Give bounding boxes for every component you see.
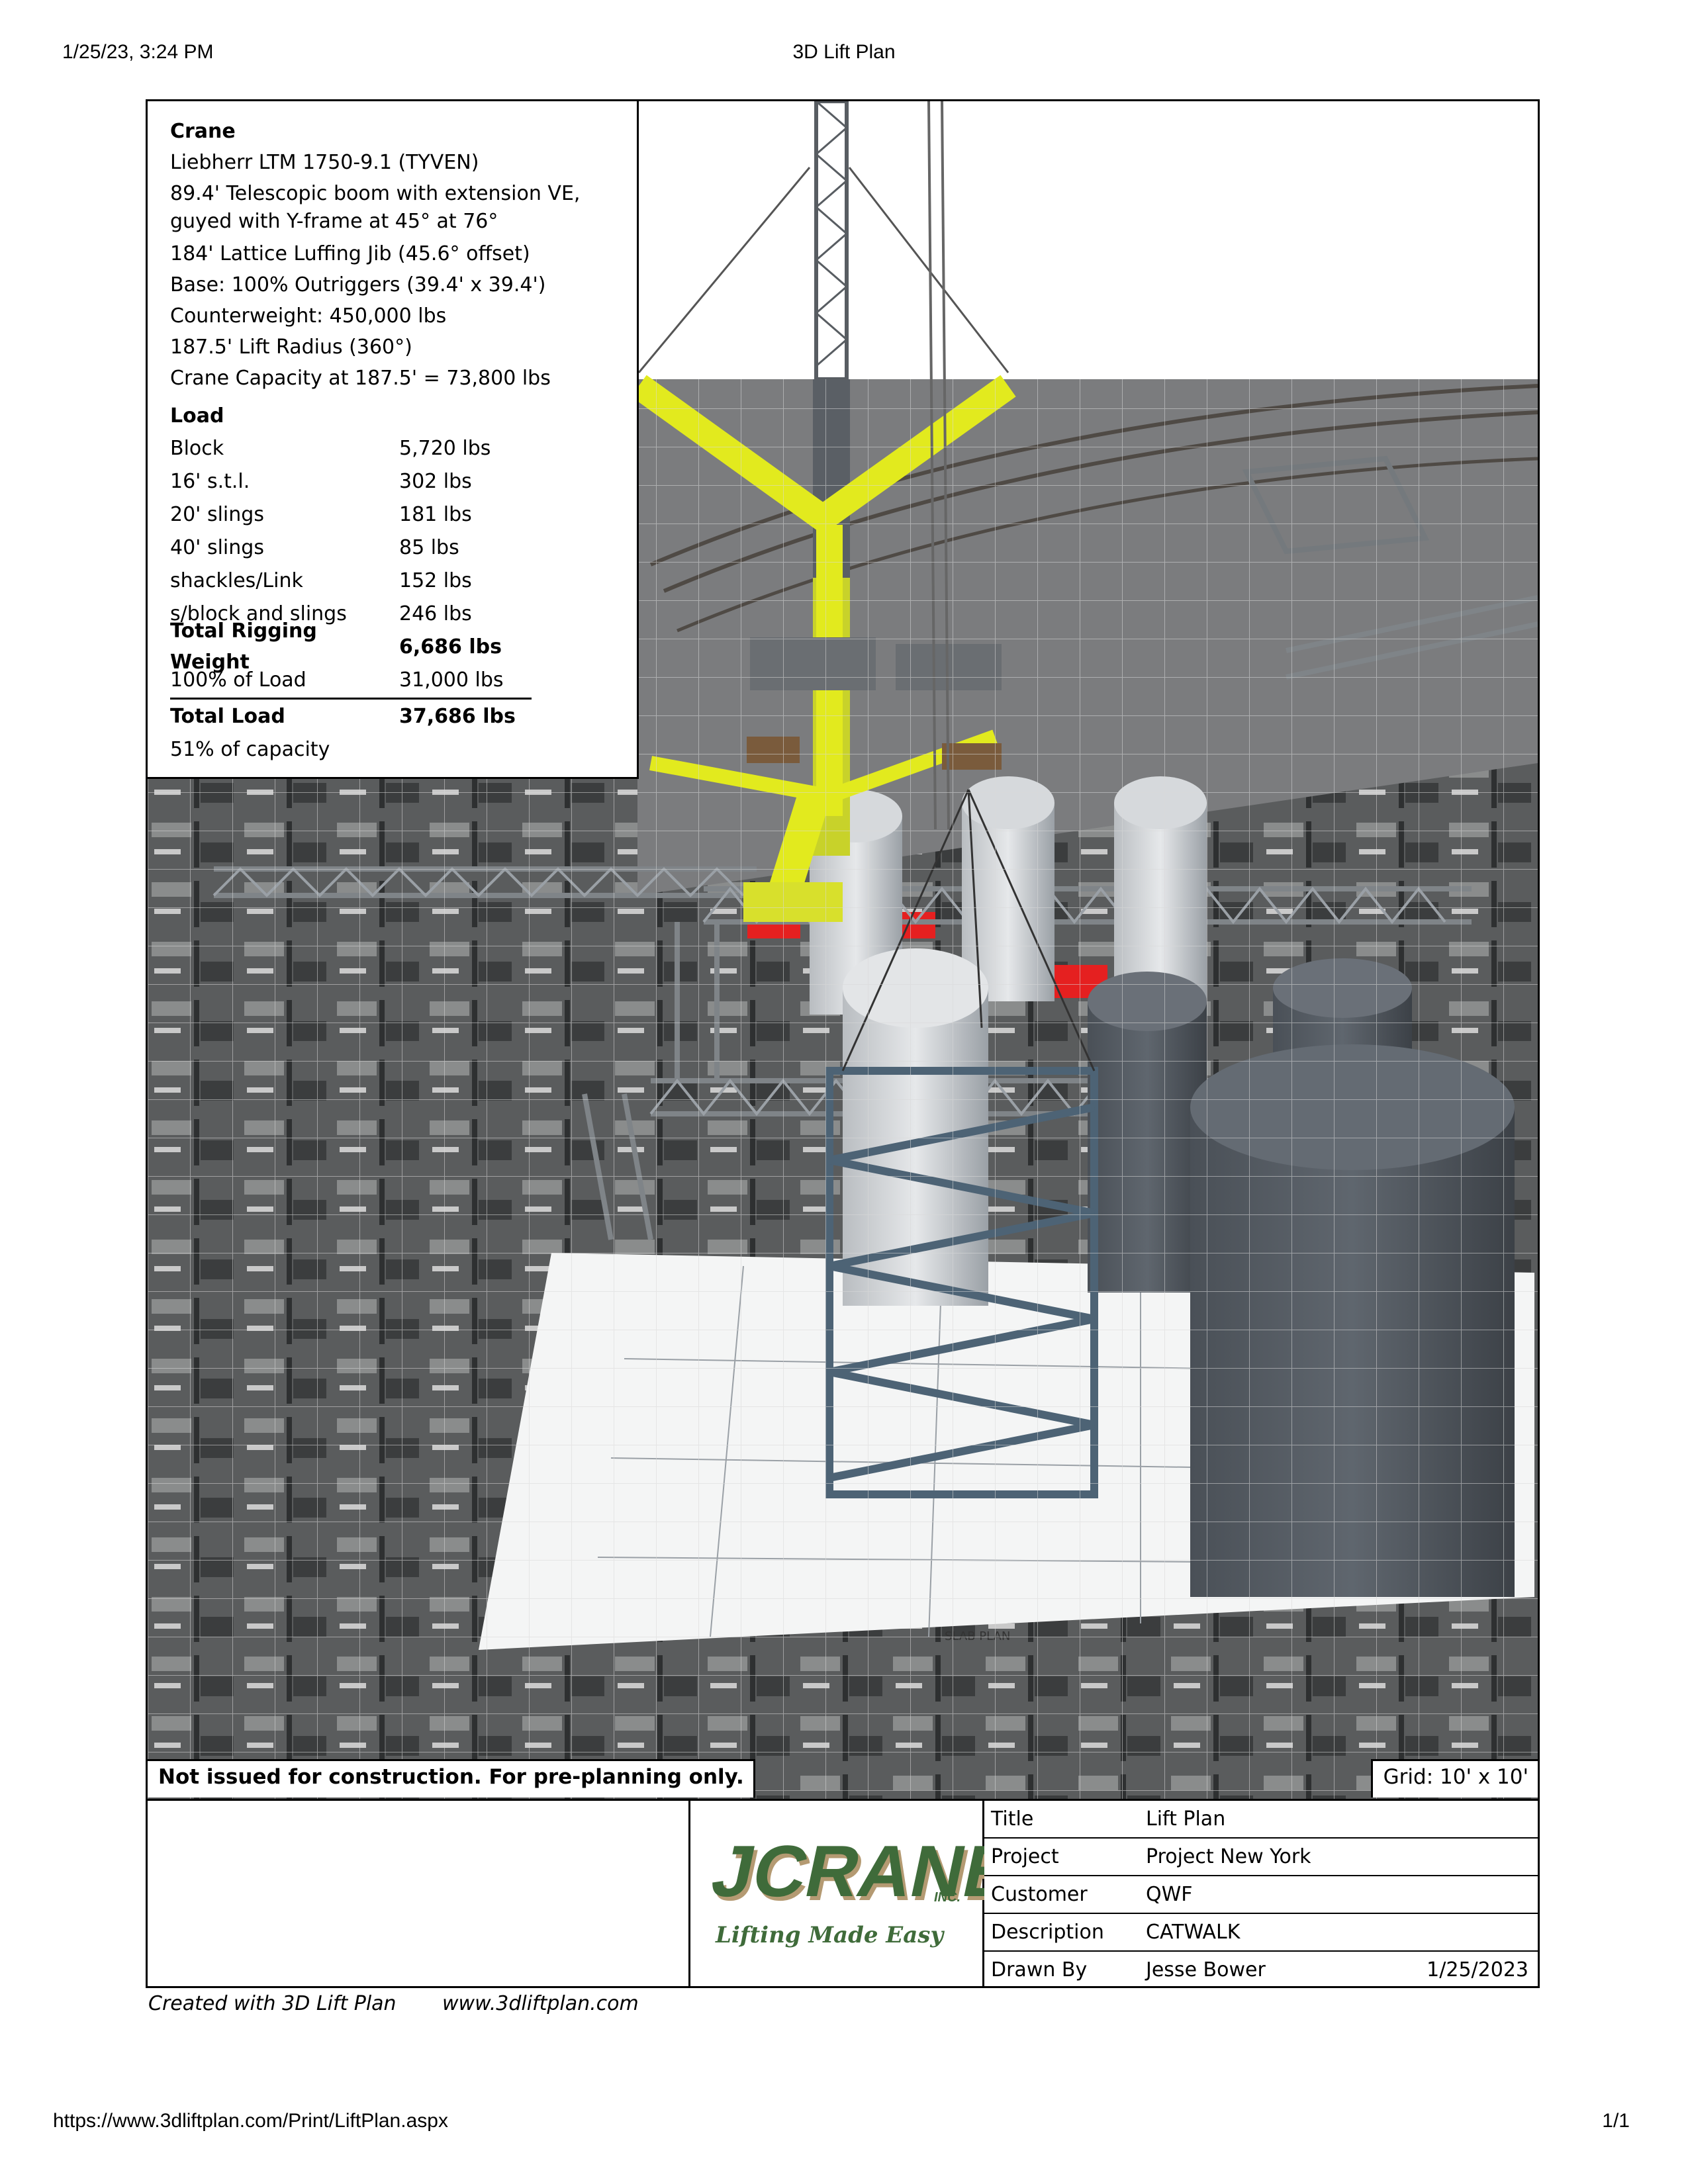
load-item-name: 40' slings	[170, 535, 264, 559]
title-block-notes-area	[148, 1801, 690, 1988]
crane-load-info-panel	[148, 101, 639, 779]
drawn-by-value: Jesse Bower	[1146, 1958, 1266, 1981]
customer-label: Customer	[991, 1883, 1088, 1906]
load-item-value: 152 lbs	[399, 569, 472, 592]
total-load-value: 37,686 lbs	[399, 704, 516, 728]
drawn-date: 1/25/2023	[1427, 1958, 1528, 1981]
logo-wordmark-shadow: JCRANE	[708, 1834, 984, 1916]
logo-wordmark: JCRANE	[705, 1830, 984, 1912]
percent-load-value: 31,000 lbs	[399, 668, 504, 692]
load-item-row	[170, 531, 637, 564]
load-item-value: 181 lbs	[399, 502, 472, 526]
crane-heading: Crane	[170, 120, 236, 143]
drawn-by-field-row	[984, 1952, 1538, 1989]
jcrane-logo-graphic	[690, 1801, 984, 1988]
grid-scale-label: Grid: 10' x 10'	[1371, 1759, 1538, 1797]
percent-load-label: 100% of Load	[170, 668, 306, 692]
credit-url[interactable]: www.3dliftplan.com	[442, 1992, 639, 2015]
title-block	[148, 1799, 1538, 1986]
total-load-label: Total Load	[170, 704, 285, 728]
crane-jib: 184' Lattice Luffing Jib (45.6° offset)	[170, 242, 530, 265]
project-value: Project New York	[1146, 1845, 1311, 1868]
load-item-name: shackles/Link	[170, 569, 303, 592]
crane-counterweight: Counterweight: 450,000 lbs	[170, 304, 447, 328]
description-label: Description	[991, 1921, 1104, 1944]
crane-boom-line-2: guyed with Y-frame at 45° at 76°	[170, 210, 498, 233]
title-value: Lift Plan	[1146, 1807, 1226, 1831]
load-item-name: 16' s.t.l.	[170, 469, 250, 493]
construction-disclaimer: Not issued for construction. For pre-planning only.	[148, 1759, 755, 1797]
load-item-name: s/block and slings	[170, 602, 347, 625]
lift-plan-sheet	[146, 99, 1540, 1988]
title-block-fields	[984, 1801, 1538, 1988]
load-heading: Load	[170, 404, 224, 428]
customer-value: QWF	[1146, 1883, 1193, 1906]
load-item-row	[170, 465, 637, 498]
project-label: Project	[991, 1845, 1059, 1868]
crane-boom-config	[170, 178, 637, 238]
title-label: Title	[991, 1807, 1034, 1831]
credit-text: Created with 3D Lift Plan	[148, 1992, 397, 2015]
total-rigging-row	[170, 619, 637, 674]
total-load-row	[170, 700, 637, 733]
print-page-number: 1/1	[1602, 2110, 1630, 2132]
drawn-by-label: Drawn By	[991, 1958, 1088, 1981]
customer-field-row	[984, 1876, 1538, 1914]
percent-load-row	[170, 663, 637, 696]
print-page-title: 3D Lift Plan	[792, 41, 896, 63]
load-item-value: 5,720 lbs	[399, 436, 491, 460]
load-item-value: 85 lbs	[399, 535, 459, 559]
project-field-row	[984, 1839, 1538, 1876]
capacity-percentage: 51% of capacity	[170, 738, 330, 761]
crane-model: Liebherr LTM 1750-9.1 (TYVEN)	[170, 151, 479, 174]
crane-capacity: Crane Capacity at 187.5' = 73,800 lbs	[170, 367, 551, 390]
load-item-row	[170, 564, 637, 597]
title-field-row	[984, 1801, 1538, 1839]
total-rigging-label: Total Rigging Weight	[170, 619, 317, 674]
crane-boom-line-1: 89.4' Telescopic boom with extension VE,	[170, 182, 581, 205]
load-item-value: 246 lbs	[399, 602, 472, 625]
load-item-name: Block	[170, 436, 224, 460]
company-logo	[690, 1801, 984, 1988]
print-datetime: 1/25/23, 3:24 PM	[62, 41, 214, 63]
logo-inc: INC.	[934, 1890, 961, 1905]
print-url: https://www.3dliftplan.com/Print/LiftPlan.aspx	[53, 2110, 448, 2132]
load-item-name: 20' slings	[170, 502, 264, 526]
description-field-row	[984, 1914, 1538, 1952]
lift-plan-3d-view[interactable]	[148, 101, 1538, 1799]
load-item-row	[170, 432, 637, 465]
load-item-row	[170, 498, 637, 531]
crane-base: Base: 100% Outriggers (39.4' x 39.4')	[170, 273, 546, 296]
crane-lift-radius: 187.5' Lift Radius (360°)	[170, 336, 412, 359]
logo-tagline: Lifting Made Easy	[716, 1922, 944, 1948]
description-value: CATWALK	[1146, 1921, 1241, 1944]
load-item-value: 302 lbs	[399, 469, 472, 493]
total-rigging-value: 6,686 lbs	[399, 635, 502, 659]
